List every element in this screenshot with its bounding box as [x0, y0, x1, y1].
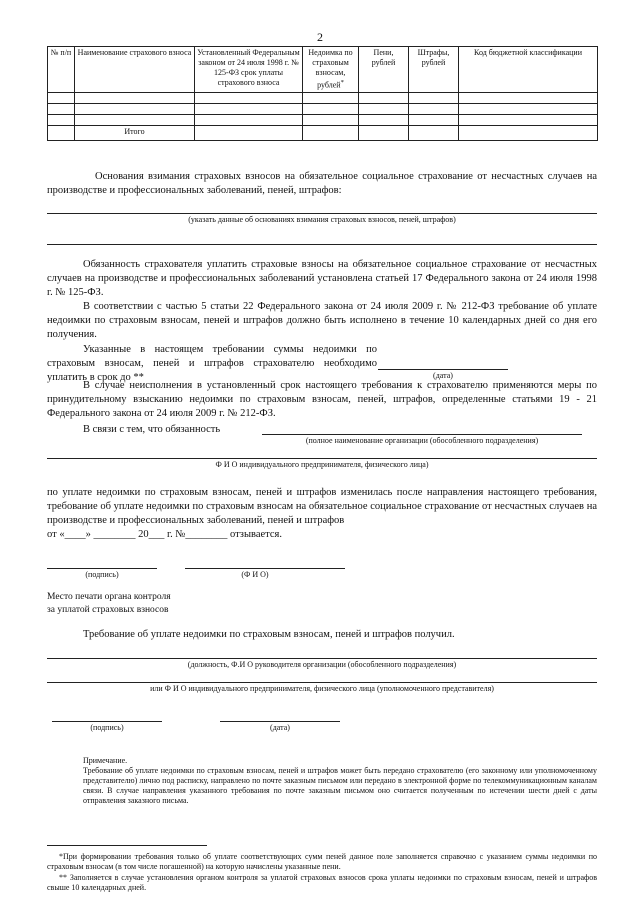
enforcement-paragraph: В случае неисполнения в установленный срок настоящего требования к страхователю применяются меры по принудительному взысканию недоимки по страховым взносам, пеней, штрафов, определенные статьями 19 - 21 Федерального закона от 24 июля 2009 г. № 212-ФЗ. — [47, 380, 597, 419]
recv-date-line — [220, 721, 340, 722]
fio-caption: Ф И О индивидуального предпринимателя, физического лица) — [215, 460, 429, 469]
arrears-table — [47, 46, 598, 141]
table-header-row — [48, 47, 598, 93]
table-row — [48, 92, 598, 103]
grounds-paragraph: Основания взимания страховых взносов на обязательное социальное страхование от несчастных случаев на производстве и профессиональных заболеваний, пеней, штрафов: — [47, 171, 597, 196]
signature-caption: (подпись) — [85, 570, 119, 579]
fio-line — [47, 458, 597, 459]
recipient-line-2 — [47, 682, 597, 683]
recipient-line — [47, 658, 597, 659]
stamp-place — [47, 591, 307, 617]
signature-line — [47, 568, 157, 569]
total-label: Итого — [75, 125, 195, 140]
org-name-line — [262, 434, 582, 435]
col-header-fines: Штрафы, рублей — [409, 47, 459, 93]
revocation-paragraph: по уплате недоимки по страховым взносам, пеней и штрафов изменилась после направления настоящего требования, требование об уплате недоимки по страховым взносам на обязательное социальное страхование от несчастных случаев на производстве и профессиональных заболеваний, пеней и штрафов — [47, 487, 597, 526]
recipient-caption: (должность, Ф.И О руководителя организации (обособленного подразделения) — [187, 660, 457, 669]
revocation-date-text: от «____» ________ 20___ г. №________ отзывается. — [47, 529, 282, 540]
fio-sign-caption: (Ф И О) — [241, 570, 269, 579]
date-line — [378, 369, 508, 370]
grounds-line — [47, 213, 597, 214]
org-name-caption: (полное наименование организации (обособленного подразделения) — [305, 436, 539, 445]
recv-signature-caption: (подпись) — [90, 723, 124, 732]
col-header-arrears — [303, 47, 359, 93]
note-text: Требование об уплате недоимки по страховым взносам, пеней и штрафов может быть передано страхователю (его законному или уполномоченному представителю) лично под расписку, направлено по почте заказным письмом или передано в электронной форме по телекоммуникационным каналам связи. В случае направления указанного требования по почте заказным письмом оно считается полученным по истечении шести дней с даты отправления заказного письма. — [83, 766, 597, 805]
deadline-paragraph: В соответствии с частью 5 статьи 22 Федерального закона от 24 июля 2009 г. № 212-ФЗ требование об уплате недоимки по страховым взносам, пеней и штрафов должно быть исполнено в течение 10 календарных дней со дня его получения. — [47, 301, 597, 340]
in-connection-text: В связи с тем, что обязанность — [83, 424, 221, 435]
col-header-number: № п/п — [48, 47, 75, 93]
page-number: 2 — [317, 30, 323, 44]
col-header-deadline: Установленный Федеральным законом от 24 июля 1998 г. № 125-ФЗ срок уплаты страхового взноса — [195, 47, 303, 93]
recv-signature-line — [52, 721, 162, 722]
col-header-penalties: Пени, рублей — [359, 47, 409, 93]
grounds-caption: (указать данные об основаниях взимания страховых взносов, пеней, штрафов) — [188, 215, 456, 224]
received-text: Требование об уплате недоимки по страховым взносам, пеней и штрафов получил. — [83, 629, 455, 640]
footnote-separator — [47, 845, 207, 846]
footnote-1: *При формировании требования только об уплате соответствующих сумм пеней данное поле заполняется справочно с указанием суммы недоимки по страховым взносам (в том числе погашенной) на которую начислены указанные пени. — [47, 852, 597, 871]
payment-term-paragraph: Указанные в настоящем требовании суммы недоимки по страховым взносам, пеней и штрафов страхователю необходимо уплатить в срок до ** — [47, 344, 377, 383]
obligation-paragraph: Обязанность страхователя уплатить страховые взносы на обязательное социальное страхование от несчастных случаев на производстве и профессиональных заболеваний установлена статьей 17 Федерального закона от 24 июля 1998 г. № 125-ФЗ. — [47, 259, 597, 298]
fio-sign-line — [185, 568, 345, 569]
stamp-line-1: Место печати органа контроля — [47, 592, 171, 602]
arrears-header-text: Недоимка по страховым взносам, рублей — [308, 48, 353, 90]
col-header-name: Наименование страхового взноса — [75, 47, 195, 93]
note-title: Примечание. — [83, 756, 128, 765]
recv-date-caption: (дата) — [270, 723, 290, 732]
col-header-kbk: Код бюджетной классификации — [459, 47, 598, 93]
table-row — [48, 114, 598, 125]
footnote-2: ** Заполняется в случае установления органом контроля за уплатой страховых взносов срока уплаты недоимки по страховым взносам, пеней и штрафов свыше 10 календарных дней. — [47, 873, 597, 892]
stamp-line-2: за уплатой страховых взносов — [47, 605, 169, 615]
recipient-caption-2: или Ф И О индивидуального предпринимателя, физического лица (уполномоченного представителя) — [150, 684, 494, 693]
grounds-line-2 — [47, 244, 597, 245]
table-total-row — [48, 125, 598, 140]
footnote-mark: * — [340, 79, 344, 86]
table-row — [48, 103, 598, 114]
date-caption: (дата) — [433, 371, 453, 380]
